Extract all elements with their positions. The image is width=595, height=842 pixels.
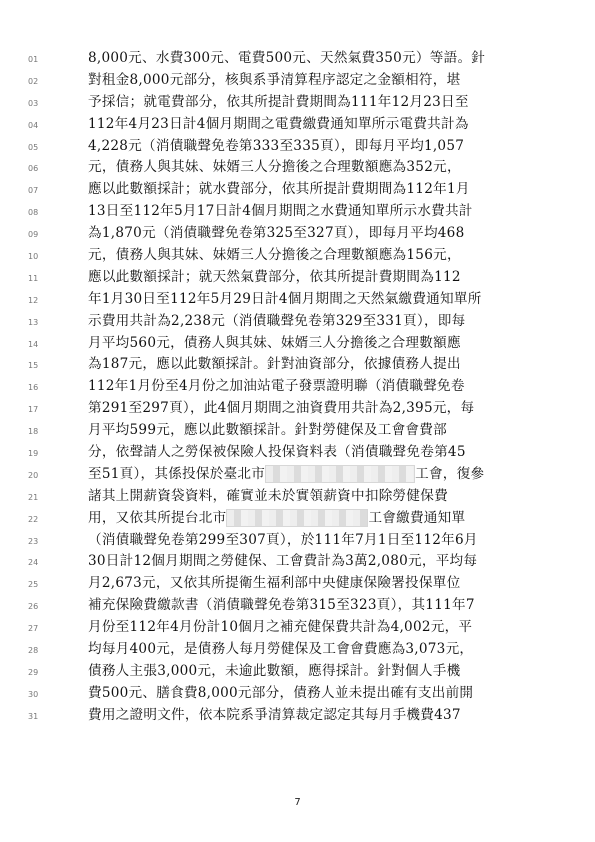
text-line: [28, 179, 568, 201]
text-line: [28, 376, 568, 398]
text-line: [28, 136, 568, 158]
line-number: 21: [28, 492, 39, 502]
line-number: 30: [28, 689, 39, 699]
line-text: [88, 508, 548, 530]
text-line: [28, 245, 568, 267]
text-line: [28, 70, 568, 92]
line-text: （消債職聲免卷第299至307頁），於111年7月1日至112年6月: [88, 531, 478, 548]
line-number: 15: [28, 361, 39, 371]
text-line: [28, 661, 568, 683]
line-text: 費用之證明文件，依本院系爭清算裁定認定其每月手機費437: [88, 706, 461, 723]
line-text: 年1月30日至112年5月29日計4個月期間之天然氣繳費通知單所: [88, 290, 482, 307]
line-number: 25: [28, 580, 39, 590]
line-text-after-redaction: 工會繳費通知單: [368, 509, 466, 526]
line-text: 分，依聲請人之勞保被保險人投保資料表（消債職聲免卷第45: [88, 444, 466, 461]
line-text: [88, 464, 548, 486]
text-line: [28, 398, 568, 420]
line-number: 04: [28, 120, 39, 130]
line-text: 應以此數額採計；就水費部分，依其所提計費期間為112年1月: [88, 181, 470, 198]
line-text: 4,228元（消債職聲免卷第333至335頁），即每月平均1,057: [88, 137, 465, 154]
redaction-block: [226, 509, 368, 527]
text-line: [28, 48, 568, 70]
line-text: 月份至112年4月份計10個月之補充健保費共計為4,002元，平: [88, 619, 473, 636]
line-text-before-redaction: 用，又依其所提台北市: [88, 509, 227, 526]
line-number: 09: [28, 230, 39, 240]
text-line: [28, 157, 568, 179]
line-text: 予採信；就電費部分，依其所提計費期間為111年12月23日至: [88, 93, 469, 110]
text-line: [28, 289, 568, 311]
line-text: 月平均560元，債務人與其妹、妹婿三人分擔後之合理數額應: [88, 334, 461, 351]
line-number: 13: [28, 317, 39, 327]
line-text: 補充保險費繳款書（消債職聲免卷第315至323頁），其111年7: [88, 597, 475, 614]
line-number: 05: [28, 142, 39, 152]
line-number: 07: [28, 186, 39, 196]
line-number: 14: [28, 339, 39, 349]
line-number: 11: [28, 273, 39, 283]
line-text-before-redaction: 至51頁），其係投保於臺北市: [88, 465, 266, 482]
line-number: 27: [28, 624, 39, 634]
line-number: 19: [28, 449, 39, 459]
line-number: 08: [28, 208, 39, 218]
line-number: 31: [28, 711, 39, 721]
line-number: 26: [28, 602, 39, 612]
line-text: 為187元，應以此數額採計。針對油資部分，依據債務人提出: [88, 356, 461, 373]
line-number: 18: [28, 427, 39, 437]
line-text: 示費用共計為2,238元（消債職聲免卷第329至331頁），即每: [88, 312, 466, 329]
text-line: [28, 508, 568, 530]
line-text: 13日至112年5月17日計4個月期間之水費通知單所示水費共計: [88, 203, 473, 220]
text-line: [28, 201, 568, 223]
document-body: [28, 48, 568, 727]
text-line: [28, 92, 568, 114]
redaction-block: [265, 465, 415, 483]
text-line: [28, 267, 568, 289]
line-text: 諸其上開薪資袋資料，確實並未於實領薪資中扣除勞健保費: [88, 487, 448, 504]
text-line: [28, 486, 568, 508]
line-text: 112年1月份至4月份之加油站電子發票證明聯（消債職聲免卷: [88, 378, 465, 395]
line-text-after-redaction: 工會，復參: [415, 465, 485, 482]
text-line: [28, 311, 568, 333]
line-text: 月平均599元，應以此數額採計。針對勞健保及工會會費部: [88, 422, 447, 439]
text-line: [28, 639, 568, 661]
text-line: [28, 114, 568, 136]
text-line: [28, 617, 568, 639]
text-line: [28, 223, 568, 245]
text-line: [28, 683, 568, 705]
line-text: 債務人主張3,000元，未逾此數額，應得採計。針對個人手機: [88, 662, 461, 679]
line-text: 對租金8,000元部分，核與系爭清算程序認定之金額相符，堪: [88, 71, 461, 88]
line-number: 01: [28, 55, 39, 64]
line-number: 22: [28, 514, 39, 524]
line-text: 均每月400元，是債務人每月勞健保及工會會費應為3,073元，: [88, 641, 474, 658]
text-line: [28, 530, 568, 552]
line-number: 29: [28, 667, 39, 677]
text-line: [28, 442, 568, 464]
line-number: 23: [28, 536, 39, 546]
line-text: 月2,673元，又依其所提衛生福利部中央健康保險署投保單位: [88, 575, 461, 592]
text-line: [28, 705, 568, 727]
page-number: 7: [294, 797, 301, 808]
line-text: 30日計12個月期間之勞健保、工會費計為3萬2,080元，平均每: [88, 553, 478, 570]
line-text: 費500元、膳食費8,000元部分，債務人並未提出確有支出前開: [88, 684, 474, 701]
line-number: 20: [28, 470, 39, 480]
line-text: 112年4月23日計4個月期間之電費繳費通知單所示電費共計為: [88, 115, 469, 132]
text-line: [28, 573, 568, 595]
line-text: 8,000元、水費300元、電費500元、天然氣費350元）等語。針: [88, 50, 486, 66]
text-line: [28, 464, 568, 486]
line-number: 28: [28, 646, 39, 656]
text-line: [28, 333, 568, 355]
line-number: 10: [28, 252, 39, 262]
line-text: 元，債務人與其妹、妹婿三人分擔後之合理數額應為352元，: [88, 159, 461, 176]
line-number: 24: [28, 558, 39, 568]
line-number: 02: [28, 76, 39, 86]
line-number: 17: [28, 405, 39, 415]
line-number: 16: [28, 383, 39, 393]
line-text: 應以此數額採計；就天然氣費部分，依其所提計費期間為112: [88, 268, 461, 285]
text-line: [28, 595, 568, 617]
text-line: [28, 551, 568, 573]
line-text: 元，債務人與其妹、妹婿三人分擔後之合理數額應為156元，: [88, 247, 461, 264]
text-line: [28, 420, 568, 442]
line-number: 03: [28, 98, 39, 108]
line-number: 12: [28, 295, 39, 305]
line-text: 為1,870元（消債職聲免卷第325至327頁），即每月平均468: [88, 225, 465, 242]
line-number: 06: [28, 164, 39, 174]
line-text: 第291至297頁），此4個月期間之油資費用共計為2,395元，每: [88, 400, 475, 417]
text-line: [28, 354, 568, 376]
